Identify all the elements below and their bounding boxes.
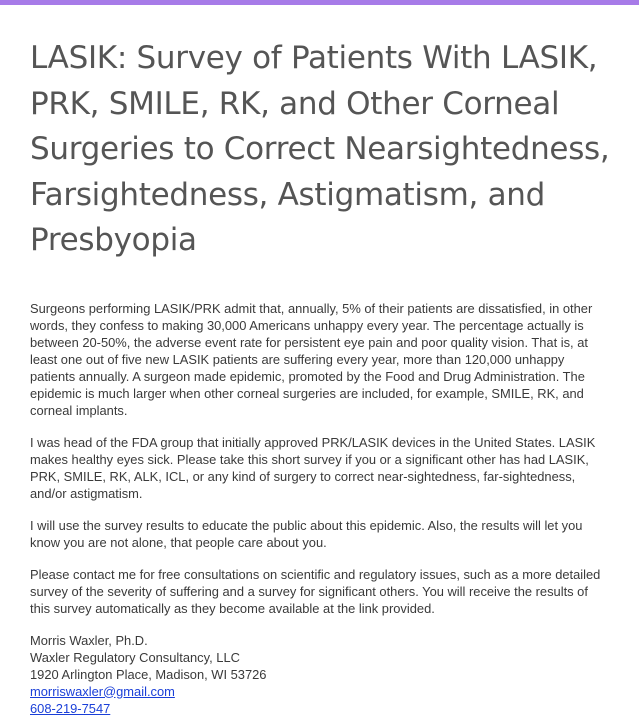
contact-address: 1920 Arlington Place, Madison, WI 53726: [30, 666, 267, 682]
form-accent-bar: [0, 0, 639, 5]
contact-block: [30, 632, 610, 717]
contact-company: Waxler Regulatory Consultancy, LLC: [30, 649, 240, 665]
description-paragraph-3: I will use the survey results to educate the public about this epidemic. Also, the results will let you know you are not alone, that people care about you.: [30, 517, 583, 550]
contact-name: Morris Waxler, Ph.D.: [30, 632, 148, 648]
contact-email-link[interactable]: morriswaxler@gmail.com: [30, 683, 175, 699]
form-header: [30, 36, 610, 717]
description-paragraph-2: I was head of the FDA group that initially approved PRK/LASIK devices in the United States. LASIK makes healthy eyes sick. Please take this short survey if you or a significant other has had LASIK, PRK, SMILE, RK, ALK, ICL, or any kind of surgery to correct near-sightedness, far-sightedness, and/or astigmatism.: [30, 434, 596, 501]
description-paragraph-1: Surgeons performing LASIK/PRK admit that, annually, 5% of their patients are dissatisfied, in other words, they confess to making 30,000 Americans unhappy every year. The percentage actually is between 20-50%, the adverse event rate for persistent eye pain and poor quality vision. That is, at least one out of five new LASIK patients are suffering every year, more than 120,000 unhappy patients annually. A surgeon made epidemic, promoted by the Food and Drug Administration. The epidemic is much larger when other corneal surgeries are included, for example, SMILE, RK, and corneal implants.: [30, 300, 593, 418]
description-paragraph-4: Please contact me for free consultations on scientific and regulatory issues, such as a more detailed survey of the severity of suffering and a survey for significant others. You will receive the results of this survey automatically as they become available at the link provided.: [30, 566, 601, 616]
form-description: [30, 300, 610, 717]
form-title: LASIK: Survey of Patients With LASIK, PRK, SMILE, RK, and Other Corneal Surgeries to Correct Nearsightedness, Farsightedness, Astigmatism, and Presbyopia: [30, 40, 610, 258]
contact-phone-link[interactable]: 608-219-7547: [30, 700, 111, 716]
